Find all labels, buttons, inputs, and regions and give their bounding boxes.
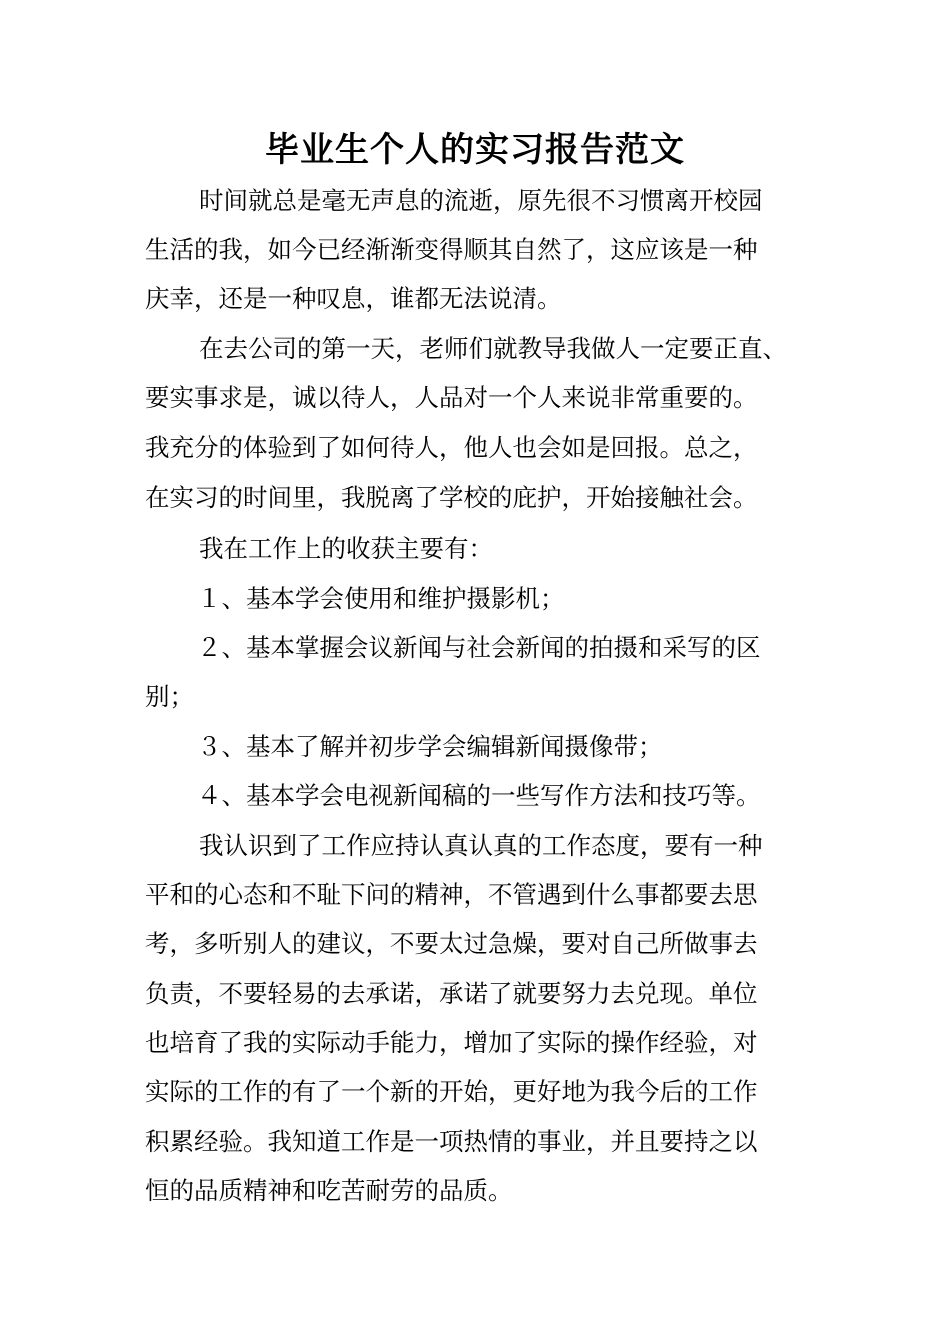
paragraph-line: 生活的我，如今已经渐渐变得顺其自然了，这应该是一种 (145, 235, 758, 264)
paragraph-line: 我认识到了工作应持认真认真的工作态度，要有一种 (199, 831, 763, 860)
list-item: ３、基本了解并初步学会编辑新闻摄像带； (197, 732, 663, 761)
paragraph-line: 积累经验。我知道工作是一项热情的事业，并且要持之以 (145, 1127, 758, 1156)
paragraph-line: 也培育了我的实际动手能力，增加了实际的操作经验，对 (145, 1028, 758, 1057)
paragraph-line: 时间就总是毫无声息的流逝，原先很不习惯离开校园 (199, 186, 763, 215)
list-item-continuation: 别； (145, 682, 194, 711)
list-item: １、基本学会使用和维护摄影机； (197, 584, 565, 613)
paragraph-line: 庆幸，还是一种叹息，谁都无法说清。 (145, 284, 562, 313)
paragraph-line: 考，多听别人的建议，不要太过急燥，要对自己所做事去 (145, 929, 758, 958)
list-item: ２、基本掌握会议新闻与社会新闻的拍摄和采写的区 (197, 633, 761, 662)
list-item: ４、基本学会电视新闻稿的一些写作方法和技巧等。 (197, 781, 761, 810)
paragraph-line: 负责，不要轻易的去承诺，承诺了就要努力去兑现。单位 (145, 979, 758, 1008)
paragraph-line: 在去公司的第一天，老师们就教导我做人一定要正直、 (199, 334, 787, 363)
paragraph-line: 我在工作上的收获主要有： (199, 534, 493, 563)
paragraph-line: 我充分的体验到了如何待人，他人也会如是回报。总之， (145, 433, 758, 462)
paragraph-line: 要实事求是，诚以待人，人品对一个人来说非常重要的。 (145, 383, 758, 412)
paragraph-line: 在实习的时间里，我脱离了学校的庇护，开始接触社会。 (145, 483, 758, 512)
paragraph-line: 实际的工作的有了一个新的开始，更好地为我今后的工作 (145, 1077, 758, 1106)
paragraph-line: 平和的心态和不耻下问的精神，不管遇到什么事都要去思 (145, 880, 758, 909)
paragraph-line: 恒的品质精神和吃苦耐劳的品质。 (145, 1176, 513, 1205)
document-title: 毕业生个人的实习报告范文 (265, 130, 685, 170)
